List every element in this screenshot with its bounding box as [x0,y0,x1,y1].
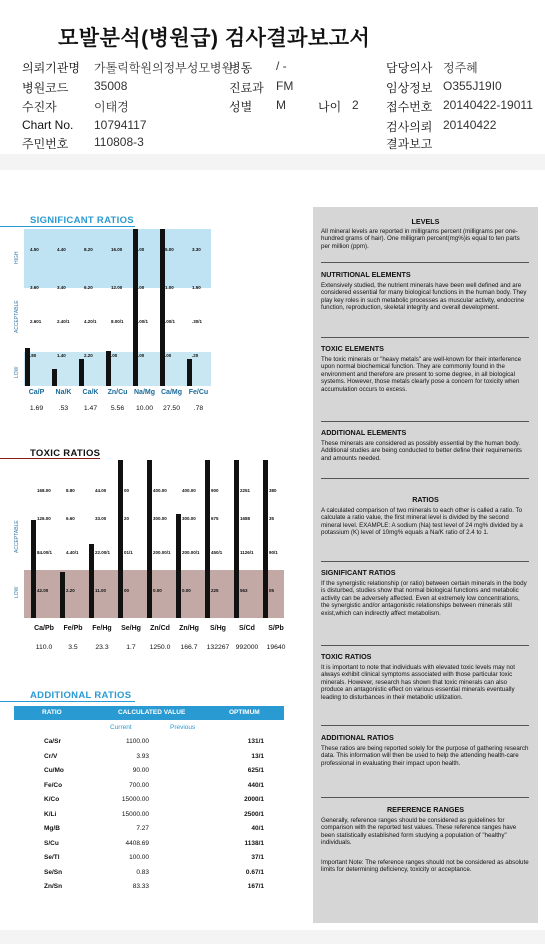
toxic-column [262,460,286,660]
additional-elements-text: These minerals are considered as possibly essential by the human body. Additional studies are being conducted to better define their requirements and amounts needed. [321,440,522,462]
ratio-result: 10.00 [135,405,153,412]
tick-label: 1.00 [165,285,174,290]
tick-label: 11.00 [95,588,107,593]
ratio-cell: Mg/B [44,825,60,832]
ratio-bar [106,351,111,386]
tick-label: 3.30 [192,247,201,252]
optimum-cell: 625/1 [247,767,264,774]
age-value: 2 [352,98,359,112]
toxic-column [175,460,199,660]
current-cell: 1100.00 [125,738,149,745]
request-date-label: 검사의뢰 [386,120,433,134]
divider [321,725,529,726]
low-zone-label: LOW [14,366,20,378]
toxic-acceptable-label: ACCEPTABLE [14,520,20,553]
ratio-bar [89,544,94,618]
ratio-bar [263,460,268,618]
calculated-column-header: CALCULATED VALUE [118,709,186,716]
tick-label: 1688 [240,516,251,521]
tick-label: 20 [124,516,130,521]
divider [321,337,529,338]
divider [321,421,529,422]
tick-label: 300.00 [182,516,196,521]
sex-value: M [276,98,286,112]
ratio-cell: S/Cu [44,839,59,847]
current-subheader: Current [110,724,132,731]
acceptable-zone-label: ACCEPTABLE [14,300,20,333]
tick-label: 16.00 [111,247,123,252]
divider [321,645,529,646]
significant-column [159,229,183,417]
ratio-bar [133,229,138,386]
current-cell: 90.00 [132,767,149,774]
significant-column [24,229,48,417]
levels-text: All mineral levels are reported in milligrams percent (milligrams per one-hundred grams of hair). One milligram percent(mg%)is equal to ten parts per million (ppm). [321,228,520,250]
tick-label: 1126/1 [240,550,254,555]
age-label: 나이 [318,100,342,114]
ratio-result: 5.56 [110,405,125,412]
nutritional-heading: NUTRITIONAL ELEMENTS [321,270,411,279]
ratio-cell: K/Co [44,796,60,803]
significant-column [105,229,129,417]
tick-label: .80 [30,353,37,358]
ratio-bar [60,572,65,618]
tick-label: 84.00/1 [37,550,53,555]
current-cell: 83.33 [132,883,149,890]
current-cell: 4408.69 [125,839,149,847]
tick-label: 33.00 [95,516,107,521]
ratio-result: 1.69 [29,405,44,412]
significant-info-text: If the synergistic relationship (or ratio) between certain minerals in the body is disturbed, studies show that normal biological functions and metabolic activity can be adversely affected. Even at extremely low concentrations, the synergistic and/or antagonistic relationships between minerals still exist,which can indirectly affect metabolism. [321,580,527,617]
tick-label: 0.00 [153,588,162,593]
ratio-bar [160,229,165,386]
ratio-bar [31,520,36,618]
ratios-heading: RATIOS [412,495,439,504]
info-panel [313,207,538,923]
significant-ratios-chart [24,229,211,417]
chart-no-value: 10794117 [94,118,147,132]
ratio-cell: Ca/Sr [44,738,61,745]
ratio-result: 110.0 [35,644,53,651]
toxic-ratios-chart [24,460,284,660]
tick-label: 1.50 [192,285,201,290]
optimum-cell: 2500/1 [244,810,264,818]
tick-label: 5.00 [165,247,174,252]
doctor-value: 정주혜 [443,61,478,75]
tick-label: 675 [211,516,219,521]
tick-label: 126.00 [37,516,51,521]
tick-label: 00 [124,488,130,493]
tick-label: 450/1 [211,550,223,555]
ratio-bar [52,369,57,386]
ratio-name: Zn/Cd [150,625,170,632]
ratio-result: 19640 [266,644,286,651]
tick-label: 2.601 [30,319,42,324]
additional-elements-heading: ADDITIONAL ELEMENTS [321,428,407,437]
ratio-bar [79,359,84,386]
toxic-column [88,460,112,660]
tick-label: 200.00/1 [182,550,200,555]
report-header [0,0,545,154]
ratio-result: 27.50 [162,405,180,412]
ratio-name: Ca/Pb [34,625,54,632]
tick-label: 42.00 [37,588,49,593]
tick-label: 4.20/1 [84,319,97,324]
ratio-cell: Se/Tl [44,854,60,861]
tick-label: 8.20 [84,247,93,252]
clinical-info-value: O355J19I0 [443,79,502,93]
ratio-name: Fe/Hg [92,625,112,632]
tick-label: 3.40 [57,285,66,290]
tick-label: 90/1 [269,550,278,555]
ratio-cell: Cr/V [44,752,58,760]
tick-label: 6.20 [84,285,93,290]
ratio-bar [205,460,210,618]
divider [321,478,529,479]
tick-label: .00 [138,353,145,358]
hospital-code-value: 35008 [94,79,128,93]
ratio-result: 3.5 [68,644,78,651]
previous-subheader: Previous [170,724,196,731]
ratios-text: A calculated comparison of two minerals to each other is called a ratio. To calculate a ratio value, the first mineral level is divided by the second mineral level. EXAMPLE: A sodium (Na) test level of 24 mg% divided by a potassium (K) level of 10mg% equals a Na/K ratio of 2.4 to 1. [321,507,523,537]
tick-label: 22.00/1 [95,550,111,555]
additional-title-rule [0,701,135,702]
toxic-ratios-title: TOXIC RATIOS [30,448,101,459]
tick-label: 2.40/1 [57,319,70,324]
ratio-name: Se/Hg [121,625,141,632]
page-title: 모발분석(병원급) 검사결과보고서 [58,27,371,50]
ratio-cell: Fe/Co [44,781,63,789]
toxic-title-rule [0,458,100,459]
ratio-name: Ca/K [82,389,99,396]
significant-title-rule [0,226,135,227]
tick-label: .00/1 [138,319,149,324]
toxic-column [59,460,83,660]
high-zone-label: HIGH [14,251,20,264]
tick-label: 35 [269,516,275,521]
resident-no-value: 110808-3 [94,135,144,149]
tick-label: 168.00 [37,488,51,493]
current-cell: 700.00 [129,781,149,789]
significant-ratios-title: SIGNIFICANT RATIOS [30,215,134,226]
tick-label: 400.00 [153,488,167,493]
ratio-cell: Se/Sn [44,868,63,876]
current-cell: 3.93 [136,752,149,760]
ratio-result: .78 [193,405,204,412]
sex-label: 성별 [229,100,253,114]
ratio-name: S/Cd [239,625,255,632]
current-cell: 15000.00 [121,796,149,803]
optimum-column-header: OPTIMUM [229,709,260,716]
tick-label: 2251 [240,488,251,493]
significant-column [51,229,75,417]
ratio-name: Ca/Mg [161,389,182,396]
report-date-label: 결과보고 [386,137,433,151]
institution-label: 의뢰기관명 [22,61,80,75]
toxic-column [30,460,54,660]
ratio-name: S/Pb [268,625,284,632]
tick-label: 2.20 [84,353,93,358]
toxic-info-heading: TOXIC RATIOS [321,652,372,661]
toxic-low-label: LOW [14,586,20,598]
optimum-cell: 13/1 [251,752,264,760]
ratio-result: 1250.0 [149,644,171,651]
ratio-name: Fe/Pb [63,625,83,632]
tick-label: .20 [192,353,199,358]
ratio-bar [187,359,192,386]
request-date-value: 20140422 [443,118,497,132]
tick-label: 2.20 [66,588,75,593]
patient-value: 이태경 [94,100,129,114]
ratio-cell: Zn/Sn [44,883,63,890]
tick-label: 200.00/1 [153,550,171,555]
significant-column [78,229,102,417]
ratio-bar [176,514,181,618]
institution-value: 가톨릭학원의정부성모병원 [94,61,234,75]
ratio-name: Ca/P [28,389,45,396]
tick-label: 400.00 [182,488,196,493]
ratio-column-header: RATIO [42,709,62,716]
significant-column [132,229,156,417]
tick-label: 225 [211,588,219,593]
optimum-cell: 37/1 [251,854,264,861]
current-cell: 15000.00 [121,810,149,818]
tick-label: 1.40 [57,353,66,358]
chart-no-label: Chart No. [22,118,74,132]
nutritional-text: Extensively studied, the nutrient minerals have been well defined and are considered essential for many biological functions in the human body. They play key roles in such metabolic processes as muscular activity, endocrine function, reproduction, skeletal integrity and overall development. [321,282,527,312]
tick-label: 05 [269,588,275,593]
ratio-bar [147,460,152,618]
significant-column [186,229,210,417]
department-value: FM [276,79,294,93]
important-note-text: Important Note: The reference ranges should not be considered as absolute limits for determining deficiency, toxicity or acceptance. [321,859,529,874]
tick-label: .00 [165,353,172,358]
ratio-name: S/Hg [210,625,226,632]
tick-label: 6.60 [66,516,75,521]
tick-label: 4.50 [30,247,39,252]
significant-info-heading: SIGNIFICANT RATIOS [321,568,396,577]
optimum-cell: 131/1 [247,738,264,745]
hospital-code-label: 병원코드 [22,81,69,95]
ratio-bar [25,348,30,386]
tick-label: 44.00 [95,488,107,493]
divider [321,262,529,263]
toxic-column [146,460,170,660]
receipt-no-label: 접수번호 [386,100,433,114]
tick-label: 0.00 [182,588,191,593]
ratio-result: 132267 [206,644,230,651]
optimum-cell: 2000/1 [244,796,264,803]
current-cell: 0.83 [136,868,149,876]
tick-label: 4.40/1 [66,550,79,555]
toxic-column [204,460,228,660]
patient-label: 수진자 [22,100,57,114]
ratio-name: Zn/Hg [179,625,199,632]
tick-label: 4.40 [57,247,66,252]
tick-label: 01/1 [124,550,133,555]
tick-label: 8.00/1 [111,319,124,324]
ratio-result: 1.7 [126,644,136,651]
ratio-name: Na/Mg [134,389,155,396]
reference-ranges-heading: REFERENCE RANGES [386,805,465,814]
ratio-cell: Cu/Mo [44,767,64,774]
toxic-elements-text: The toxic minerals or "heavy metals" are well-known for their interference upon normal biochemical function. They are commonly found in the environment and therefore are present to some degree, in all biological systems. However, those metals clearly pose a concern for toxicity when accumulation occurs to excess. [321,356,522,393]
tick-label: .00 [138,285,145,290]
current-cell: 100.00 [129,854,149,861]
additional-info-heading: ADDITIONAL RATIOS [321,733,394,742]
ward-label: 병동 [229,61,253,75]
optimum-cell: 167/1 [247,883,264,890]
tick-label: 380 [269,488,277,493]
divider [321,561,529,562]
optimum-cell: 0.67/1 [245,868,264,876]
toxic-column [117,460,141,660]
ratio-result: 1.47 [83,405,98,412]
receipt-no-value: 20140422-19011 [443,98,533,112]
ratio-result: 992000 [235,644,259,651]
levels-heading: LEVELS [411,217,440,226]
tick-label: 900 [211,488,219,493]
tick-label: .00 [111,353,118,358]
ratio-result: .53 [58,405,69,412]
toxic-elements-heading: TOXIC ELEMENTS [321,344,384,353]
department-label: 진료과 [229,81,264,95]
optimum-cell: 1138/1 [244,839,264,847]
reference-ranges-text: Generally, reference ranges should be considered as guidelines for comparison with the reported test values. These reference ranges have been statistically established form studying a population of "healthy" individuals. [321,817,517,847]
optimum-cell: 40/1 [251,825,264,832]
tick-label: 8.80 [66,488,75,493]
tick-label: 3.60 [30,285,39,290]
tick-label: 563 [240,588,248,593]
tick-label: 12.00 [111,285,123,290]
ratio-result: 23.3 [95,644,109,651]
tick-label: .30/1 [192,319,203,324]
tick-label: 300.00 [153,516,167,521]
tick-label: .00 [138,247,145,252]
additional-ratios-title: ADDITIONAL RATIOS [30,690,132,701]
ratio-name: Fe/Cu [188,389,209,396]
toxic-column [233,460,257,660]
ward-value: / - [276,59,287,73]
optimum-cell: 440/1 [247,781,264,789]
additional-info-text: These ratios are being reported solely for the purpose of gathering research data. This information will then be used to help the attending health-care professional in evaluating their impact upon health. [321,745,529,767]
additional-table-header [14,706,284,720]
ratio-name: Na/K [55,389,72,396]
tick-label: 00 [124,588,130,593]
ratio-result: 166.7 [180,644,198,651]
doctor-label: 담당의사 [386,61,433,75]
divider [321,797,529,798]
current-cell: 7.27 [136,825,149,832]
tick-label: .00/1 [165,319,176,324]
toxic-info-text: It is important to note that individuals with elevated toxic levels may not always exhibit clinical symptoms associated with those particular toxic minerals. However, research has shown that toxic minerals can also produce an antagonistic effect on various essential minerals eventually leading to disturbances in their metabolic utilization. [321,664,515,701]
ratio-bar [118,460,123,618]
ratio-cell: K/Li [44,810,57,818]
resident-no-label: 주민번호 [22,137,69,151]
clinical-info-label: 임상정보 [386,81,433,95]
ratio-bar [234,460,239,618]
ratio-name: Zn/Cu [107,389,128,396]
